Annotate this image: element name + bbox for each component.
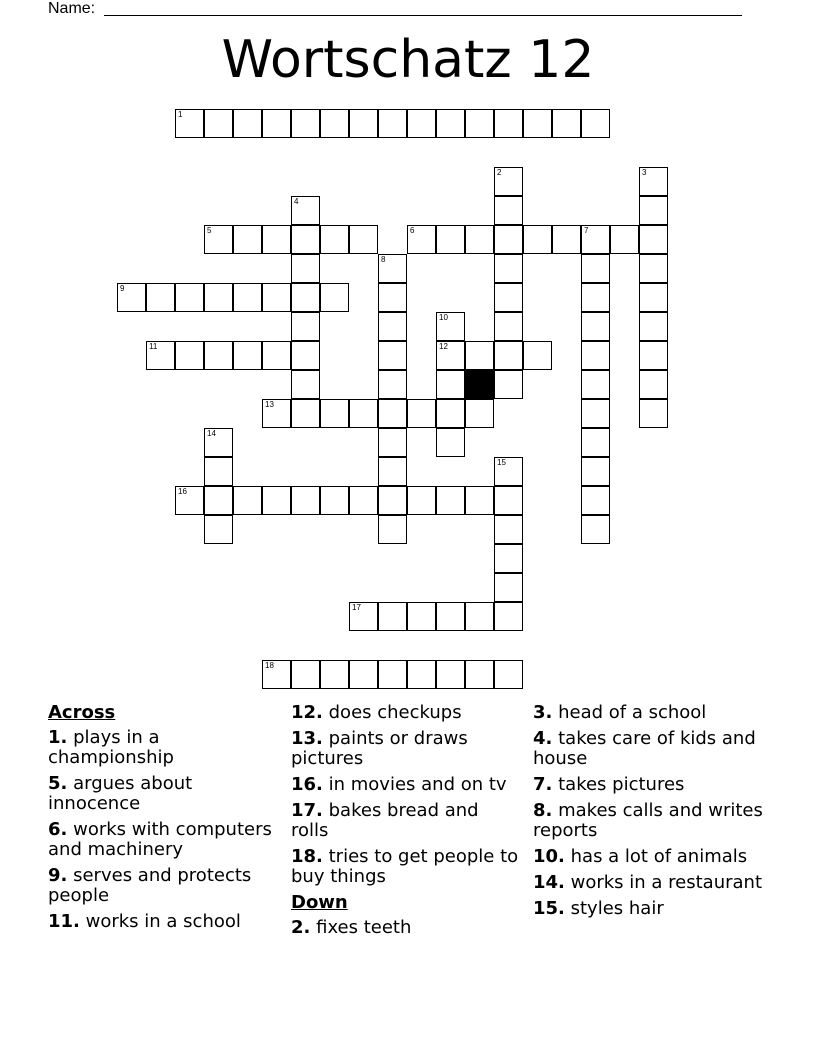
crossword-cell[interactable] [494, 283, 523, 312]
crossword-cell[interactable] [291, 225, 320, 254]
crossword-cell[interactable] [320, 399, 349, 428]
clue-down-10: 10. has a lot of animals [533, 846, 748, 867]
crossword-cell[interactable] [378, 283, 407, 312]
crossword-cell[interactable] [465, 341, 494, 370]
crossword-cell[interactable] [523, 109, 552, 138]
crossword-cell[interactable] [436, 312, 465, 341]
crossword-cell[interactable] [639, 196, 668, 225]
crossword-cell[interactable] [262, 486, 291, 515]
crossword-cell[interactable] [639, 283, 668, 312]
clue-number: 11 [149, 342, 158, 351]
crossword-cell[interactable] [320, 109, 349, 138]
clue-across-17: 17. bakes bread and rolls [291, 800, 479, 841]
crossword-cell[interactable] [407, 660, 436, 689]
clue-across-16: 16. in movies and on tv [291, 774, 507, 795]
crossword-cell[interactable] [291, 370, 320, 399]
crossword-cell[interactable] [233, 341, 262, 370]
clue-number: 9 [120, 284, 125, 293]
crossword-cell[interactable] [291, 254, 320, 283]
crossword-cell[interactable] [494, 573, 523, 602]
crossword-cell[interactable] [494, 660, 523, 689]
crossword-cell[interactable] [494, 486, 523, 515]
clue-across-6: 6. works with computers and machinery [48, 819, 272, 860]
crossword-cell[interactable] [436, 109, 465, 138]
clue-number: 12 [439, 342, 448, 351]
crossword-cell[interactable] [146, 341, 175, 370]
crossword-cell[interactable] [204, 341, 233, 370]
crossword-cell[interactable] [233, 283, 262, 312]
clue-number: 4 [294, 197, 299, 206]
name-label: Name: [48, 0, 96, 17]
crossword-cell[interactable] [494, 602, 523, 631]
clue-number: 1 [178, 110, 183, 119]
crossword-cell[interactable] [581, 370, 610, 399]
crossword-cell[interactable] [581, 254, 610, 283]
crossword-cell[interactable] [320, 486, 349, 515]
crossword-cell[interactable] [291, 486, 320, 515]
crossword-cell[interactable] [581, 225, 610, 254]
crossword-cell[interactable] [494, 225, 523, 254]
across-header: Across [48, 702, 116, 723]
clue-down-15: 15. styles hair [533, 898, 664, 919]
clue-number: 17 [352, 603, 361, 612]
clue-across-9: 9. serves and protects people [48, 865, 252, 906]
crossword-cell[interactable] [581, 428, 610, 457]
crossword-cell[interactable] [378, 602, 407, 631]
crossword-cell[interactable] [262, 660, 291, 689]
crossword-cell[interactable] [349, 486, 378, 515]
crossword-cell[interactable] [407, 399, 436, 428]
clue-number: 10 [439, 313, 448, 322]
crossword-cell[interactable] [465, 602, 494, 631]
crossword-cell[interactable] [349, 109, 378, 138]
crossword-cell[interactable] [639, 254, 668, 283]
crossword-cell[interactable] [378, 312, 407, 341]
crossword-cell[interactable] [204, 486, 233, 515]
crossword-cell[interactable] [291, 283, 320, 312]
crossword-cell[interactable] [320, 283, 349, 312]
crossword-cell[interactable] [204, 457, 233, 486]
clue-number: 18 [265, 661, 274, 670]
crossword-cell[interactable] [204, 225, 233, 254]
crossword-cell[interactable] [378, 660, 407, 689]
clue-across-5: 5. argues about innocence [48, 773, 193, 814]
crossword-cell[interactable] [639, 341, 668, 370]
crossword-cell[interactable] [465, 399, 494, 428]
crossword-cell[interactable] [233, 225, 262, 254]
crossword-cell[interactable] [639, 370, 668, 399]
clue-number: 14 [207, 429, 216, 438]
crossword-cell[interactable] [494, 544, 523, 573]
crossword-cell[interactable] [639, 167, 668, 196]
clue-column-1 [48, 700, 278, 938]
crossword-cell[interactable] [320, 660, 349, 689]
clue-across-12: 12. does checkups [291, 702, 462, 723]
clue-number: 3 [642, 168, 647, 177]
clue-number: 7 [584, 226, 589, 235]
blocked-cell [465, 370, 494, 399]
crossword-cell[interactable] [378, 109, 407, 138]
crossword-cell[interactable] [291, 109, 320, 138]
crossword-cell[interactable] [291, 341, 320, 370]
crossword-cell[interactable] [407, 486, 436, 515]
crossword-cell[interactable] [436, 370, 465, 399]
crossword-cell[interactable] [436, 660, 465, 689]
clue-down-3: 3. head of a school [533, 702, 707, 723]
crossword-cell[interactable] [291, 660, 320, 689]
crossword-cell[interactable] [465, 660, 494, 689]
crossword-cell[interactable] [262, 341, 291, 370]
crossword-cell[interactable] [436, 225, 465, 254]
crossword-cell[interactable] [349, 602, 378, 631]
crossword-cell[interactable] [204, 109, 233, 138]
page-title: Wortschatz 12 [221, 30, 595, 90]
crossword-cell[interactable] [639, 225, 668, 254]
crossword-cell[interactable] [378, 399, 407, 428]
crossword-cell[interactable] [291, 312, 320, 341]
clue-down-2: 2. fixes teeth [291, 917, 412, 938]
crossword-cell[interactable] [233, 486, 262, 515]
crossword-cell[interactable] [494, 167, 523, 196]
crossword-cell[interactable] [378, 341, 407, 370]
crossword-cell[interactable] [291, 399, 320, 428]
clue-number: 13 [265, 400, 274, 409]
crossword-cell[interactable] [378, 486, 407, 515]
crossword-cell[interactable] [494, 254, 523, 283]
crossword-cell[interactable] [262, 225, 291, 254]
crossword-cell[interactable] [262, 109, 291, 138]
crossword-cell[interactable] [175, 283, 204, 312]
crossword-cell[interactable] [552, 225, 581, 254]
down-header: Down [291, 892, 348, 913]
clue-number: 15 [497, 458, 506, 467]
clue-down-14: 14. works in a restaurant [533, 872, 763, 893]
crossword-cell[interactable] [378, 515, 407, 544]
crossword-cell[interactable] [494, 312, 523, 341]
crossword-cell[interactable] [494, 109, 523, 138]
crossword-cell[interactable] [494, 515, 523, 544]
crossword-cell[interactable] [523, 341, 552, 370]
clue-number: 8 [381, 255, 386, 264]
crossword-cell[interactable] [581, 341, 610, 370]
crossword-cell[interactable] [262, 399, 291, 428]
crossword-cell[interactable] [436, 341, 465, 370]
clue-number: 2 [497, 168, 502, 177]
crossword-cell[interactable] [494, 196, 523, 225]
crossword-cell[interactable] [581, 312, 610, 341]
clue-across-13: 13. paints or draws pictures [291, 728, 468, 769]
clue-across-11: 11. works in a school [48, 911, 241, 932]
clue-down-8: 8. makes calls and writes reports [533, 800, 763, 841]
crossword-cell[interactable] [407, 225, 436, 254]
crossword-cell[interactable] [204, 283, 233, 312]
crossword-cell[interactable] [552, 109, 581, 138]
crossword-cell[interactable] [233, 109, 262, 138]
crossword-cell[interactable] [465, 109, 494, 138]
crossword-cell[interactable] [262, 283, 291, 312]
crossword-cell[interactable] [581, 109, 610, 138]
clue-down-4: 4. takes care of kids and house [533, 728, 756, 769]
crossword-cell[interactable] [146, 283, 175, 312]
crossword-cell[interactable] [378, 370, 407, 399]
clue-number: 16 [178, 487, 187, 496]
crossword-cell[interactable] [465, 225, 494, 254]
crossword-cell[interactable] [378, 254, 407, 283]
crossword-cell[interactable] [494, 370, 523, 399]
crossword-cell[interactable] [581, 457, 610, 486]
clue-number: 6 [410, 226, 415, 235]
crossword-cell[interactable] [349, 660, 378, 689]
crossword-cell[interactable] [117, 283, 146, 312]
crossword-cell[interactable] [436, 428, 465, 457]
crossword-cell[interactable] [175, 486, 204, 515]
clue-column-2 [291, 703, 521, 944]
crossword-cell[interactable] [291, 196, 320, 225]
crossword-cell[interactable] [581, 515, 610, 544]
clue-across-18: 18. tries to get people to buy things [291, 846, 519, 887]
crossword-cell[interactable] [436, 399, 465, 428]
crossword-cell[interactable] [523, 225, 552, 254]
crossword-cell[interactable] [320, 225, 349, 254]
crossword-cell[interactable] [407, 602, 436, 631]
crossword-cell[interactable] [581, 399, 610, 428]
crossword-cell[interactable] [610, 225, 639, 254]
crossword-cell[interactable] [436, 602, 465, 631]
crossword-cell[interactable] [436, 486, 465, 515]
clue-down-7: 7. takes pictures [533, 774, 685, 795]
clue-number: 5 [207, 226, 212, 235]
crossword-cell[interactable] [349, 399, 378, 428]
crossword-cell[interactable] [639, 399, 668, 428]
crossword-cell[interactable] [581, 283, 610, 312]
crossword-cell[interactable] [378, 457, 407, 486]
crossword-cell[interactable] [494, 341, 523, 370]
crossword-cell[interactable] [494, 457, 523, 486]
crossword-cell[interactable] [581, 486, 610, 515]
crossword-cell[interactable] [465, 486, 494, 515]
crossword-cell[interactable] [349, 225, 378, 254]
clue-column-3 [533, 703, 773, 925]
crossword-cell[interactable] [204, 428, 233, 457]
clue-across-1: 1. plays in a championship [48, 727, 174, 768]
crossword-cell[interactable] [407, 109, 436, 138]
crossword-cell[interactable] [204, 515, 233, 544]
crossword-cell[interactable] [378, 428, 407, 457]
crossword-cell[interactable] [175, 109, 204, 138]
crossword-cell[interactable] [175, 341, 204, 370]
crossword-cell[interactable] [639, 312, 668, 341]
